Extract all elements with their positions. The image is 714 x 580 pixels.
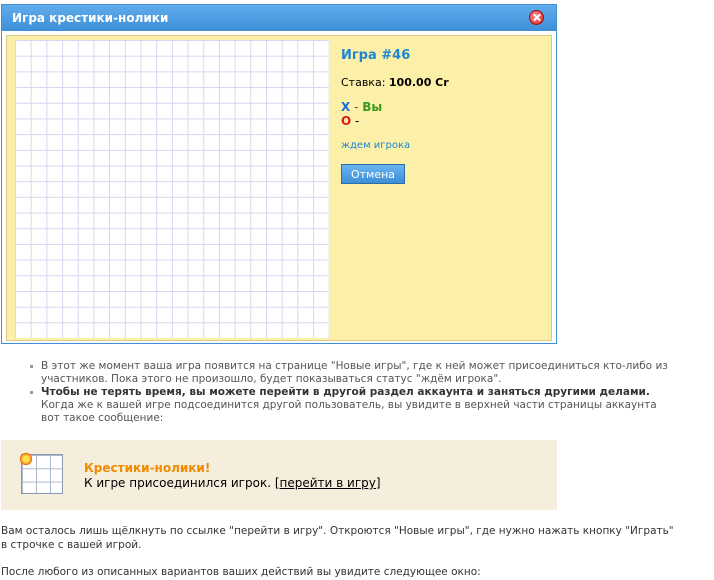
notification-title: Крестики-нолики!: [84, 461, 211, 475]
paragraph-1: [1, 524, 713, 552]
notification-text: [84, 476, 381, 490]
player-x-symbol: X: [341, 100, 351, 114]
bullet2-emphasis: Чтобы не терять время, вы можете перейти в другой раздел аккаунта и заняться другими делами.: [41, 386, 650, 398]
list-item: [30, 360, 714, 386]
bullet1-line2: участников. Пока этого не произошло, будет показываться статус "ждём игрока".: [41, 373, 502, 385]
player-o-symbol: O: [341, 114, 352, 128]
bullet1-line1: В этот же момент ваша игра появится на странице "Новые игры", где к ней может присоединиться кто-либо из: [41, 360, 668, 372]
paragraph-1-line2: в строчке с вашей игрой.: [1, 539, 142, 551]
go-to-game-link[interactable]: [перейти в игру]: [274, 476, 381, 490]
game-board[interactable]: [15, 40, 329, 338]
list-item: [30, 386, 714, 425]
paragraph-2: После любого из описанных вариантов ваших действий вы увидите следующее окно:: [1, 566, 481, 578]
paragraph-1-line1: Вам осталось лишь щёлкнуть по ссылке "перейти в игру". Откроются "Новые игры", где нужно нажать кнопку "Играть": [1, 525, 674, 537]
instruction-list: [30, 360, 714, 425]
bullet2-line3: вот такое сообщение:: [41, 412, 164, 424]
window-title: Игра крестики-нолики: [12, 11, 169, 25]
window-titlebar: [2, 5, 556, 31]
close-icon[interactable]: [529, 10, 544, 25]
stake-label: Ставка:: [341, 76, 386, 89]
player-o-row: O -: [341, 114, 360, 128]
game-window: [1, 4, 557, 344]
notification-message: К игре присоединился игрок.: [84, 476, 272, 490]
join-notification: [1, 440, 557, 510]
game-title: Игра #46: [341, 48, 411, 63]
stake-info: [341, 76, 449, 89]
player-x-row: X - Вы: [341, 100, 383, 114]
bullet2-line2: Когда же к вашей игре подсоединится другой пользователь, вы увидите в верхней части страницы аккаунта: [41, 399, 657, 411]
game-panel: [6, 35, 552, 341]
cancel-button[interactable]: Отмена: [341, 164, 405, 184]
burst-icon: [19, 452, 33, 466]
status-text: ждем игрока: [341, 140, 411, 151]
stake-value: 100.00 Cr: [388, 76, 449, 89]
player-x-name: Вы: [362, 100, 383, 114]
tic-tac-toe-board-icon: [21, 454, 63, 494]
